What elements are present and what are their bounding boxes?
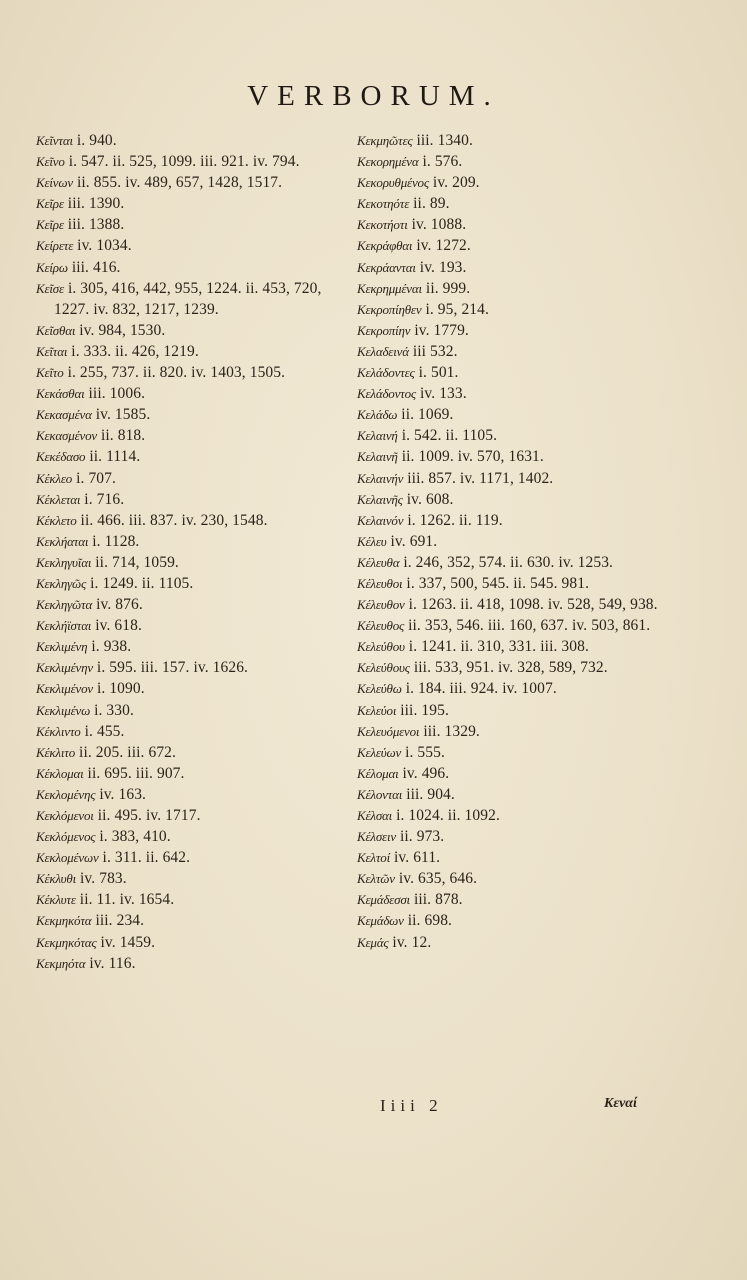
references: i. 1262. ii. 119. (407, 511, 503, 529)
index-entry (36, 510, 346, 531)
headword: Κεκμηότα (36, 955, 86, 971)
references: i. 707. (76, 469, 116, 487)
index-entry (36, 235, 346, 256)
references: iv. 1779. (414, 321, 469, 339)
references: ii. 698. (407, 912, 453, 930)
index-entry (357, 889, 692, 910)
references: i. 246, 352, 574. ii. 630. iv. 1253. (403, 553, 614, 571)
headword: Κείρετε (36, 238, 74, 254)
references: ii. 999. (425, 279, 471, 297)
references: ii. 1114. (89, 448, 141, 466)
references: iv. 1585. (95, 406, 151, 424)
index-entry (357, 552, 692, 573)
catchword: Κεναί (604, 1096, 637, 1111)
headword: Κεκληγῶς (36, 575, 87, 591)
index-entry (357, 763, 692, 784)
index-entry (36, 784, 346, 805)
index-entry (36, 257, 346, 278)
references: ii. 495. iv. 1717. (97, 807, 201, 824)
headword: Κεκλήϊσται (36, 618, 92, 634)
references: i. 716. (84, 490, 125, 508)
headword: Κεκμηκότας (36, 934, 97, 950)
references: iv. 496. (402, 764, 450, 782)
headword: Κελτοί (357, 850, 390, 866)
references: iii. 1340. (416, 132, 473, 149)
index-entry (357, 299, 692, 320)
references: iii. 1006. (88, 385, 146, 403)
references: iv. 163. (99, 785, 147, 803)
headword: Κεκλιμένον (36, 681, 93, 697)
headword: Κεκορημένα (357, 154, 419, 170)
references: iii. 234. (95, 912, 145, 930)
headword: Κέκλιντο (36, 723, 81, 739)
index-entry (36, 615, 346, 636)
index-entry (36, 383, 346, 404)
headword: Κεῖνται (36, 133, 73, 148)
index-entry (36, 805, 346, 826)
headword: Κεῖρε (36, 196, 64, 212)
index-entry (36, 721, 346, 742)
headword: Κεκλιμένη (36, 639, 88, 655)
headword: Κεκασμένα (36, 407, 92, 423)
headword: Κεῖται (36, 343, 68, 359)
references: iii. 195. (400, 701, 449, 719)
references: iii. 904. (406, 785, 455, 803)
index-entry (36, 636, 346, 657)
headword: Κεκληγῶτα (36, 597, 93, 613)
index-entry (36, 193, 346, 214)
index-entry (36, 130, 346, 151)
index-entry (357, 510, 692, 531)
headword: Κεῖσθαι (36, 322, 76, 338)
index-entry (357, 172, 692, 193)
references: ii. 11. iv. 1654. (79, 891, 175, 909)
index-entry (36, 910, 346, 931)
index-entry (36, 214, 346, 235)
headword: Κεκοτήοτι (357, 217, 408, 233)
index-entry (357, 868, 692, 889)
references: ii. 855. iv. 489, 657, 1428, 1517. (76, 174, 283, 192)
references: iv. 193. (419, 258, 467, 276)
index-entry (357, 531, 692, 552)
index-entry (357, 657, 692, 678)
references: i. 1249. ii. 1105. (90, 574, 194, 592)
headword: Κεκλομένης (36, 786, 96, 802)
index-entry (357, 678, 692, 699)
references: i. 1263. ii. 418, 1098. iv. 528, 549, 938. (408, 596, 658, 614)
references: i. 1241. ii. 310, 331. iii. 308. (408, 638, 589, 656)
index-entry (36, 573, 346, 594)
headword: Κείνων (36, 175, 73, 191)
references: i. 311. ii. 642. (102, 849, 191, 867)
index-entry (357, 383, 692, 404)
page-title: VERBORUM. (247, 80, 500, 112)
index-entry (36, 172, 346, 193)
index-entry (36, 678, 346, 699)
headword: Κεκράφθαι (357, 238, 413, 254)
references: i. 333. ii. 426, 1219. (71, 342, 199, 360)
references: iii. 1390. (67, 195, 125, 213)
headword: Κεκμηκότα (36, 913, 92, 929)
index-entry (357, 784, 692, 805)
index-entry (36, 868, 346, 889)
references: ii. 1009. iv. 570, 1631. (401, 448, 544, 466)
headword: Κεκλιμένω (36, 702, 91, 718)
headword: Κεκορυθμένος (357, 175, 429, 191)
headword: Κεῖνο (36, 154, 65, 170)
index-entry (357, 700, 692, 721)
index-entry (357, 468, 692, 489)
headword: Κέλσαι (357, 808, 393, 823)
headword: Κελευόμενοι (357, 723, 420, 739)
references: iv. 1272. (416, 237, 471, 255)
index-entry (357, 805, 692, 826)
references: ii. 466. iii. 837. iv. 230, 1548. (80, 511, 268, 529)
index-entry (357, 910, 692, 931)
headword: Κέλευθος (357, 618, 405, 634)
headword: Κείρω (36, 259, 68, 275)
references: ii. 973. (399, 828, 445, 846)
index-entry (36, 700, 346, 721)
references: ii. 89. (413, 195, 450, 213)
references: iv. 12. (392, 933, 432, 951)
references: iv. 608. (406, 490, 454, 508)
references: iv. 876. (96, 596, 143, 614)
references: iv. 635, 646. (398, 870, 478, 888)
index-entry (36, 531, 346, 552)
index-entry (357, 594, 692, 615)
references: i. 330. (94, 701, 134, 719)
headword: Κεῖσε (36, 280, 64, 296)
index-column-left (36, 130, 346, 974)
index-entry (357, 489, 692, 510)
index-entry (357, 932, 692, 953)
index-entry (36, 763, 346, 784)
references: i. 184. iii. 924. iv. 1007. (405, 680, 557, 698)
headword: Κεῖτο (36, 365, 64, 381)
index-entry (36, 657, 346, 678)
references: i. 595. iii. 157. iv. 1626. (96, 659, 249, 677)
headword: Κεμάς (357, 934, 389, 950)
headword: Κελάδοντος (357, 386, 416, 402)
headword: Κεκληγυῖαι (36, 554, 92, 570)
references: i. 547. ii. 525, 1099. iii. 921. iv. 794. (68, 153, 300, 171)
index-entry (357, 320, 692, 341)
headword: Κεκάσθαι (36, 386, 85, 402)
headword: Κελαινήν (357, 470, 404, 486)
index-entry (357, 615, 692, 636)
headword: Κελεύθω (357, 681, 402, 697)
headword: Κέκλυτε (36, 892, 76, 908)
index-entry (36, 278, 346, 320)
index-entry (36, 468, 346, 489)
headword: Κέκλομαι (36, 765, 84, 781)
references: ii. 205. iii. 672. (79, 743, 176, 761)
index-entry (357, 130, 692, 151)
headword: Κεκρημμέναι (357, 280, 422, 296)
references: iii 532. (412, 342, 458, 360)
references: iv. 691. (390, 532, 438, 550)
headword: Κελεύοι (357, 702, 397, 718)
references: i. 95, 214. (425, 300, 489, 318)
references: ii. 818. (100, 427, 146, 445)
references: iii. 1329. (423, 722, 480, 740)
headword: Κελεύθου (357, 639, 405, 655)
index-entry (36, 742, 346, 763)
references: iv. 1459. (100, 933, 156, 951)
references: i. 576. (422, 153, 463, 171)
index-entry (357, 446, 692, 467)
index-entry (357, 214, 692, 235)
index-entry (36, 320, 346, 341)
headword: Κέκλυθι (36, 871, 77, 887)
index-entry (36, 341, 346, 362)
references: iv. 611. (394, 849, 441, 867)
references: ii. 353, 546. iii. 160, 637. iv. 503, 861. (408, 617, 651, 635)
headword: Κέλσειν (357, 829, 396, 845)
headword: Κεκλόμενος (36, 829, 96, 845)
headword: Κελαινόν (357, 512, 404, 528)
references: iii. 857. iv. 1171, 1402. (407, 469, 554, 487)
references: ii. 1069. (401, 406, 454, 424)
headword: Κελάδω (357, 407, 398, 423)
index-entry (36, 151, 346, 172)
index-entry (357, 636, 692, 657)
index-entry (357, 341, 692, 362)
references: i. 555. (405, 743, 445, 761)
index-entry (36, 889, 346, 910)
index-entry (357, 742, 692, 763)
headword: Κελαινῆς (357, 491, 403, 507)
index-entry (357, 847, 692, 868)
headword: Κεκλήαται (36, 533, 89, 549)
headword: Κεκέδασο (36, 449, 86, 465)
headword: Κέλευθα (357, 554, 400, 570)
headword: Κεκλιμένην (36, 660, 93, 676)
references: iii. 416. (71, 258, 121, 276)
references: iv. 1088. (411, 216, 467, 234)
index-entry (36, 404, 346, 425)
references: iv. 116. (89, 954, 136, 972)
headword: Κεκοτηότε (357, 196, 410, 212)
headword: Κέκλιτο (36, 744, 76, 760)
references: iv. 783. (80, 870, 127, 888)
index-entry (357, 257, 692, 278)
index-entry (357, 193, 692, 214)
headword: Κελαινῆ (357, 449, 398, 465)
references: iv. 133. (420, 385, 467, 403)
index-entry (357, 278, 692, 299)
headword: Κέλομαι (357, 765, 399, 781)
index-entry (36, 932, 346, 953)
references: iv. 209. (432, 174, 480, 192)
references: i. 337, 500, 545. ii. 545. 981. (406, 574, 590, 592)
headword: Κέλευ (357, 533, 387, 549)
index-entry (357, 826, 692, 847)
headword: Κεκροπίην (357, 322, 411, 338)
references: iv. 618. (95, 617, 142, 635)
references: iii. 878. (413, 891, 463, 909)
headword: Κέκλεται (36, 491, 81, 507)
headword: Κεκασμένον (36, 428, 97, 444)
headword: Κέλονται (357, 786, 403, 802)
headword: Κελεύθους (357, 660, 410, 676)
index-entry (36, 362, 346, 383)
headword: Κελαδεινά (357, 343, 409, 359)
headword: Κεῖρε (36, 217, 64, 233)
headword: Κελτῶν (357, 871, 395, 887)
headword: Κέλευθον (357, 597, 405, 613)
index-entry (357, 362, 692, 383)
headword: Κέκλεο (36, 470, 73, 486)
references: iv. 1034. (77, 237, 132, 255)
headword: Κελαινή (357, 428, 398, 444)
references: i. 255, 737. ii. 820. iv. 1403, 1505. (67, 364, 286, 382)
index-entry (36, 826, 346, 847)
references: i. 940. (76, 132, 117, 149)
references: i. 383, 410. (99, 828, 171, 846)
index-entry (36, 847, 346, 868)
headword: Κέκλετο (36, 512, 77, 528)
signature-mark: Iiii 2 (380, 1096, 443, 1115)
headword: Κελεύων (357, 744, 402, 760)
index-entry (357, 404, 692, 425)
index-entry (357, 721, 692, 742)
headword: Κεκλομένων (36, 850, 99, 866)
references: i. 542. ii. 1105. (401, 427, 498, 445)
references: i. 938. (91, 638, 132, 656)
references: ii. 714, 1059. (95, 553, 179, 571)
index-entry (357, 425, 692, 446)
references: iv. 984, 1530. (79, 321, 166, 339)
headword: Κεμάδεσσι (357, 892, 410, 908)
headword: Κεκμηῶτες (357, 133, 413, 148)
headword: Κεμάδων (357, 913, 404, 929)
references: iii. 533, 951. iv. 328, 589, 732. (413, 659, 608, 677)
index-entry (36, 552, 346, 573)
references: i. 1024. ii. 1092. (396, 807, 500, 824)
index-column-right (357, 130, 692, 953)
index-entry (357, 573, 692, 594)
index-entry (36, 489, 346, 510)
headword: Κέλευθοι (357, 575, 403, 591)
references: ii. 695. iii. 907. (87, 764, 185, 782)
index-entry (36, 594, 346, 615)
references: i. 305, 416, 442, 955, 1224. ii. 453, 720, 1227. iv. 832, 1217, 1239. (54, 279, 322, 318)
headword: Κεκράανται (357, 259, 416, 275)
index-entry (357, 151, 692, 172)
references: i. 501. (418, 364, 459, 382)
index-entry (357, 235, 692, 256)
references: i. 1090. (96, 680, 145, 698)
references: iii. 1388. (67, 216, 125, 234)
index-entry (36, 425, 346, 446)
references: i. 455. (84, 722, 125, 740)
index-entry (36, 446, 346, 467)
headword: Κελάδοντες (357, 365, 415, 381)
index-entry (36, 953, 346, 974)
headword: Κεκροπίηθεν (357, 301, 422, 317)
headword: Κεκλόμενοι (36, 808, 94, 823)
references: i. 1128. (92, 532, 140, 550)
